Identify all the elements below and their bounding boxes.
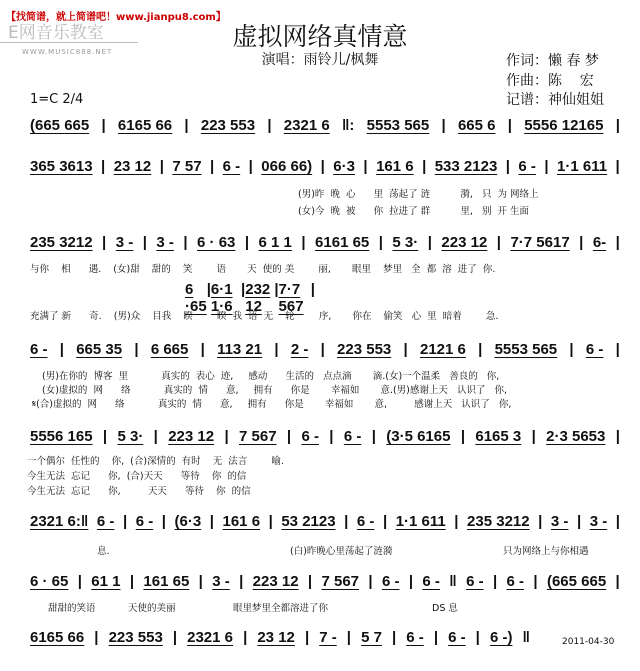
bar-line: | <box>615 117 620 134</box>
measure-notes: 6 - <box>30 341 48 358</box>
notation-line <box>30 629 530 646</box>
measure-notes: 113 21 <box>217 341 263 358</box>
bar-line: | <box>172 629 178 646</box>
measure-notes: 6 - <box>585 341 604 358</box>
measure-notes: 7·7 567 <box>278 281 304 315</box>
measure-notes: 2·3 5653 <box>546 428 606 445</box>
bar-line: | <box>433 629 439 646</box>
measure-notes: 6 - <box>518 158 536 175</box>
bar-line: | <box>454 513 459 530</box>
measure-notes: 2321 6:‖ <box>30 513 89 530</box>
measure-notes: (3·5 6165 <box>386 428 451 445</box>
measure-notes: 161 6 <box>222 513 261 530</box>
site-banner: 【找简谱，就上简谱吧！www.jianpu8.com】 <box>6 12 226 23</box>
measure-notes: 6·3 <box>333 158 355 175</box>
measure-notes: 3 - <box>156 234 174 251</box>
measure-notes: 6 665 <box>150 341 189 358</box>
measure-notes: 7 567 <box>239 428 277 445</box>
measure-notes: 6 - <box>356 513 375 530</box>
bar-line: | <box>368 573 373 590</box>
bar-line: | <box>460 428 466 445</box>
bar-line: | <box>505 158 510 175</box>
bar-line: | <box>268 513 273 530</box>
measure-notes: 23 12 <box>113 158 152 175</box>
measure-notes: 665 35 <box>76 341 123 358</box>
measure-notes: (665 665 <box>546 573 607 590</box>
measure-notes: 665 6 <box>457 117 496 134</box>
measure-notes: 6 - <box>301 428 319 445</box>
singer-credit: 演唱：雨铃儿/枫舞 <box>261 52 379 68</box>
measure-notes: 6 - <box>135 513 154 530</box>
bar-line: | <box>615 428 620 445</box>
logo-url: WWW.MUSIC888.NET <box>22 48 113 56</box>
lyric-line: DS 息 <box>432 603 458 614</box>
bar-line: | <box>422 158 427 175</box>
lyric-line: 天使的美丽 <box>128 603 176 614</box>
measure-notes: 066 66) <box>261 158 313 175</box>
lyric-line: 只为网络上与你相遇 <box>503 546 589 557</box>
notation-line <box>30 513 620 530</box>
measure-notes: 3 - <box>550 513 569 530</box>
bar-line: | <box>101 158 106 175</box>
bar-line: | <box>183 234 188 251</box>
bar-line: | <box>301 234 306 251</box>
measure-notes: 7·7 5617 <box>510 234 570 251</box>
bar-line: | <box>59 341 64 358</box>
measure-notes: 6 1 1 <box>258 234 292 251</box>
measure-notes: 223 12 <box>441 234 488 251</box>
bar-line: | <box>241 281 246 298</box>
song-title: 虚拟网络真情意 <box>232 22 408 51</box>
bar-line: | <box>198 573 203 590</box>
measure-notes: 2321 6 <box>283 117 330 134</box>
bar-line: | <box>248 158 253 175</box>
measure-notes: 5556 12165 <box>524 117 604 134</box>
measure-notes: 235 3212 <box>467 513 530 530</box>
bar-line: | <box>544 158 549 175</box>
measure-notes: 232 12 <box>245 281 271 315</box>
date-stamp: 2011-04-30 <box>562 637 615 647</box>
measure-notes: 6 - <box>466 573 484 590</box>
bar-line: | <box>492 573 498 590</box>
measure-notes: 5 3· <box>117 428 144 445</box>
bar-line: | <box>382 513 388 530</box>
bar-line: | <box>615 513 620 530</box>
lyric-line: (女)今 晚 被 你 拉进了 群 里, 别 开 生面 <box>298 206 530 217</box>
measure-notes: 6 - <box>406 629 424 646</box>
bar-line: | <box>531 428 536 445</box>
measure-notes: 6 - <box>343 428 362 445</box>
bar-line: | <box>77 573 82 590</box>
bar-line: | <box>200 341 205 358</box>
measure-notes: 365 3613 <box>30 158 93 175</box>
measure-notes: 3 - <box>212 573 230 590</box>
notation-line <box>30 117 620 134</box>
bar-line: | <box>320 341 325 358</box>
bar-line: | <box>533 573 538 590</box>
measure-notes: 6 - <box>381 573 400 590</box>
measure-notes: 161 65 <box>143 573 190 590</box>
measure-notes: 6 - <box>506 573 525 590</box>
bar-line: | <box>615 234 620 251</box>
measure-notes: 223 12 <box>168 428 215 445</box>
bar-line: | <box>310 281 315 298</box>
bar-line: | <box>441 117 446 134</box>
bar-line: | <box>210 158 215 175</box>
bar-line: | <box>538 513 543 530</box>
measure-notes: 5 7 <box>361 629 382 646</box>
bar-line: | <box>615 341 620 358</box>
bar-line: | <box>129 573 135 590</box>
lyric-line: (男)昨 晚 心 里 荡起了 涟 漪, 只 为 网络上 <box>298 189 539 200</box>
measure-notes: 235 3212 <box>30 234 93 251</box>
bar-line: | <box>274 341 279 358</box>
bar-line: | <box>346 629 351 646</box>
measure-notes: 7 - <box>319 629 337 646</box>
measure-notes: 5553 565 <box>366 117 430 134</box>
bar-line: | <box>274 281 279 298</box>
measure-notes: 6165 66 <box>117 117 173 134</box>
lyric-line: 甜甜的笑语 <box>48 603 96 614</box>
measure-notes: 223 553 <box>108 629 163 646</box>
lyric-line: (女)虚拟的 网 络 真实的 情 意, 拥有 你是 幸福如 意.(男)感谢上天 认识了 你, <box>42 385 508 396</box>
bar-line: | <box>615 573 620 590</box>
lyric-line: 息. <box>97 546 110 557</box>
measure-notes: 6 - <box>96 513 115 530</box>
bar-line: | <box>224 428 229 445</box>
measure-notes: 6 - <box>222 158 241 175</box>
bar-line: | <box>206 281 211 298</box>
bar-line: | <box>134 341 139 358</box>
measure-notes: 223 12 <box>252 573 299 590</box>
measure-notes: 6- <box>592 234 607 251</box>
bar-line: ‖ <box>522 629 530 646</box>
bar-line: | <box>408 573 414 590</box>
bar-line: | <box>475 629 480 646</box>
bar-line: | <box>267 117 272 134</box>
lyric-line: (男)在你的 博客 里 真实的 表心 迹, 感动 生活的 点点滴 滴.(女)一个温柔 善良的 你, <box>42 371 500 382</box>
measure-notes: 223 553 <box>337 341 392 358</box>
bar-line: | <box>378 234 383 251</box>
lyric-line: 一个偶尔 任性的 你, (合)深情的 有时 无 法言 喻. <box>27 456 284 467</box>
measure-notes: 6 · 63 <box>197 234 236 251</box>
bar-line: | <box>615 158 620 175</box>
bar-line: | <box>102 428 108 445</box>
lyric-line: (白)昨晚心里荡起了涟漪 <box>290 546 393 557</box>
measure-notes: 3 - <box>589 513 608 530</box>
measure-notes: 2 - <box>290 341 309 358</box>
measure-notes: (665 665 <box>30 117 90 134</box>
lyric-line: 今生无法 忘记 你, (合)天天 等待 你 的信 <box>27 471 247 482</box>
measure-notes: 6·1 1·6 <box>210 281 233 315</box>
bar-line: | <box>344 513 349 530</box>
bar-line: | <box>243 629 248 646</box>
lyric-line: 今生无法 忘记 你, 天天 等待 你 的信 <box>27 486 251 497</box>
bar-line: | <box>403 341 408 358</box>
measure-notes: 533 2123 <box>434 158 498 175</box>
lyric-line: 眼里梦里全都溶进了你 <box>233 603 329 614</box>
bar-line: | <box>478 341 483 358</box>
transcriber-credit: 记谱：神仙姐姐 <box>506 92 604 108</box>
measure-notes: 2121 6 <box>419 341 466 358</box>
bar-line: | <box>579 234 584 251</box>
measure-notes: 6 - <box>422 573 440 590</box>
measure-notes: 6 ·65 <box>185 281 207 315</box>
bar-line: | <box>142 234 147 251</box>
bar-line: | <box>427 234 432 251</box>
bar-line: | <box>122 513 128 530</box>
bar-line: | <box>363 158 368 175</box>
bar-line: | <box>101 117 106 134</box>
bar-line: | <box>304 629 310 646</box>
measure-notes: 61 1 <box>91 573 121 590</box>
measure-notes: (6·3 <box>174 513 202 530</box>
measure-notes: 6 · 65 <box>30 573 69 590</box>
measure-notes: 161 6 <box>376 158 414 175</box>
lyricist-credit: 作词：懒 春 梦 <box>506 53 599 69</box>
bar-line: | <box>161 513 166 530</box>
bar-line: | <box>286 428 292 445</box>
lyric-line: 与你 相 遇. (女)甜 甜的 笑 语 天 使的 美 丽, 眼里 梦里 全 都 溶 进了 你. <box>30 264 496 275</box>
bar-line: ‖ <box>449 573 457 590</box>
notation-line <box>30 341 620 358</box>
bar-line: | <box>94 629 99 646</box>
measure-notes: 6165 66 <box>30 629 85 646</box>
site-logo: E网音乐教室 <box>8 23 104 43</box>
bar-line: | <box>371 428 376 445</box>
bar-line: | <box>102 234 107 251</box>
lyric-line: 𝄋(合)虚拟的 网 络 真实的 情 意, 拥有 你是 幸福如 意, 感谢上天 认识了 你, <box>32 399 512 410</box>
bar-line: | <box>244 234 250 251</box>
lyric-line: 充满了 新 奇. (男)众 目我 睽 睽 我 语 无 轮 序, 你在 偷笑 心 里 暗着 急. <box>30 311 499 322</box>
bar-line: | <box>307 573 313 590</box>
measure-notes: 5556 165 <box>30 428 93 445</box>
bar-line: | <box>496 234 501 251</box>
bar-line: | <box>209 513 214 530</box>
measure-notes: 5 3· <box>392 234 419 251</box>
key-signature: 1=C 2/4 <box>30 92 84 107</box>
bar-line: | <box>391 629 397 646</box>
bar-line: | <box>569 341 574 358</box>
measure-notes: 1·1 611 <box>557 158 608 175</box>
bar-line: ‖: <box>341 117 355 134</box>
bar-line: | <box>184 117 189 134</box>
measure-notes: 23 12 <box>257 629 295 646</box>
measure-notes: 7 567 <box>321 573 360 590</box>
bar-line: | <box>159 158 164 175</box>
bar-line: | <box>239 573 244 590</box>
bar-line: | <box>507 117 512 134</box>
measure-notes: 223 553 <box>200 117 256 134</box>
notation-line <box>30 428 620 445</box>
measure-notes: 6165 3 <box>475 428 522 445</box>
measure-notes: 3 - <box>115 234 134 251</box>
bar-line: | <box>576 513 582 530</box>
measure-notes: 5553 565 <box>494 341 558 358</box>
measure-notes: 7 57 <box>172 158 202 175</box>
measure-notes: 1·1 611 <box>395 513 446 530</box>
measure-notes: 6161 65 <box>315 234 370 251</box>
measure-notes: 2321 6 <box>187 629 234 646</box>
notation-line <box>30 234 620 251</box>
bar-line: | <box>153 428 158 445</box>
measure-notes: 53 2123 <box>281 513 336 530</box>
notation-line <box>30 158 620 175</box>
bar-line: | <box>320 158 325 175</box>
notation-line <box>30 573 620 590</box>
bar-line: | <box>329 428 334 445</box>
composer-credit: 作曲：陈 宏 <box>506 73 594 89</box>
measure-notes: 6 - <box>448 629 466 646</box>
measure-notes: 6 -) <box>489 629 513 646</box>
